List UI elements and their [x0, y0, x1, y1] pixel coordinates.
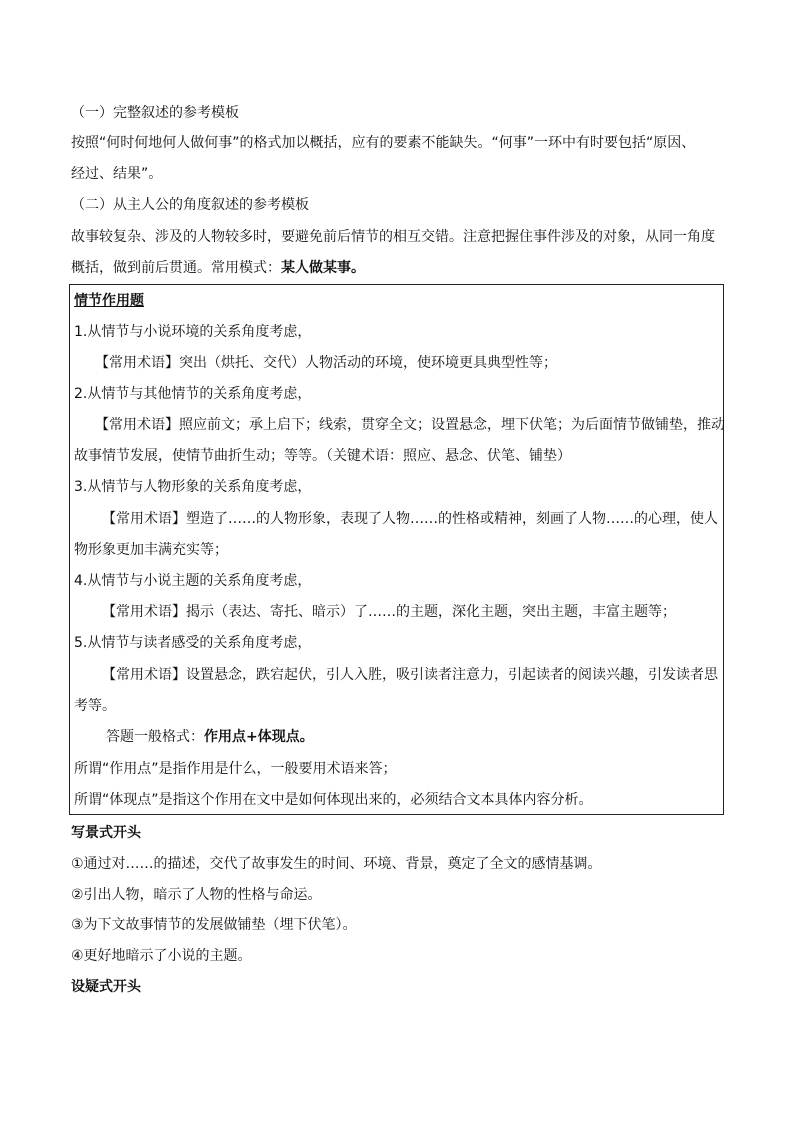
box-term: 故事情节发展，使情节曲折生动；等等。（关键术语：照应、悬念、伏笔、铺垫） [74, 448, 571, 464]
paragraph-line: 按照“何时何地何人做何事”的格式加以概括，应有的要素不能缺失。“何事”一环中有时要包括“原因、 [71, 135, 696, 151]
heading-complete-narration: （一）完整叙述的参考模板 [71, 105, 239, 121]
answer-format-label: 答题一般格式： [106, 729, 204, 745]
box-note: 所谓“作用点”是指作用是什么，一般要用术语来答； [74, 761, 397, 777]
box-item: 1.从情节与小说环境的关系角度考虑， [74, 324, 312, 340]
list-item: ④更好地暗示了小说的主题。 [71, 948, 252, 964]
box-title: 情节作用题 [74, 293, 144, 309]
box-item: 5.从情节与读者感受的关系角度考虑， [74, 635, 312, 651]
box-term: 【常用术语】揭示（表达、寄托、暗示）了……的主题，深化主题，突出主题，丰富主题等； [102, 604, 676, 620]
box-note: 所谓“体现点”是指这个作用在文中是如何体现出来的，必须结合文本具体内容分析。 [74, 792, 593, 808]
common-pattern: 某人做某事。 [281, 260, 365, 276]
section-title-question: 设疑式开头 [71, 979, 141, 995]
box-term: 【常用术语】照应前文；承上启下；线索，贯穿全文；设置悬念，埋下伏笔；为后面情节做铺垫，推动 [95, 417, 725, 433]
heading-protagonist-angle: （二）从主人公的角度叙述的参考模板 [71, 197, 309, 213]
section-title-scenery: 写景式开头 [71, 825, 141, 841]
list-item: ③为下文故事情节的发展做铺垫（埋下伏笔）。 [71, 917, 357, 933]
paragraph-line [71, 259, 365, 277]
box-term: 【常用术语】设置悬念，跌宕起伏，引人入胜，吸引读者注意力，引起读者的阅读兴趣，引发读者思 [102, 667, 718, 683]
box-term: 考等。 [74, 698, 116, 714]
box-item: 2.从情节与其他情节的关系角度考虑， [74, 386, 312, 402]
list-item: ①通过对……的描述，交代了故事发生的时间、环境、背景，奠定了全文的感情基调。 [71, 856, 602, 872]
box-term: 【常用术语】突出（烘托、交代）人物活动的环境，使环境更具典型性等； [95, 355, 557, 371]
answer-format-value: 作用点+体现点。 [204, 729, 314, 745]
box-item: 3.从情节与人物形象的关系角度考虑， [74, 479, 312, 495]
answer-format [106, 728, 314, 746]
paragraph-line: 经过、结果”。 [71, 166, 163, 182]
paragraph-text: 概括，做到前后贯通。常用模式： [71, 260, 281, 276]
box-term: 【常用术语】塑造了……的人物形象，表现了人物……的性格或精神，刻画了人物……的心理，使人 [102, 511, 718, 527]
box-term: 物形象更加丰满充实等； [74, 542, 228, 558]
list-item: ②引出人物，暗示了人物的性格与命运。 [71, 887, 322, 903]
box-item: 4.从情节与小说主题的关系角度考虑， [74, 573, 312, 589]
paragraph-line: 故事较复杂、涉及的人物较多时，要避免前后情节的相互交错。注意把握住事件涉及的对象，从同一角度 [71, 229, 715, 245]
